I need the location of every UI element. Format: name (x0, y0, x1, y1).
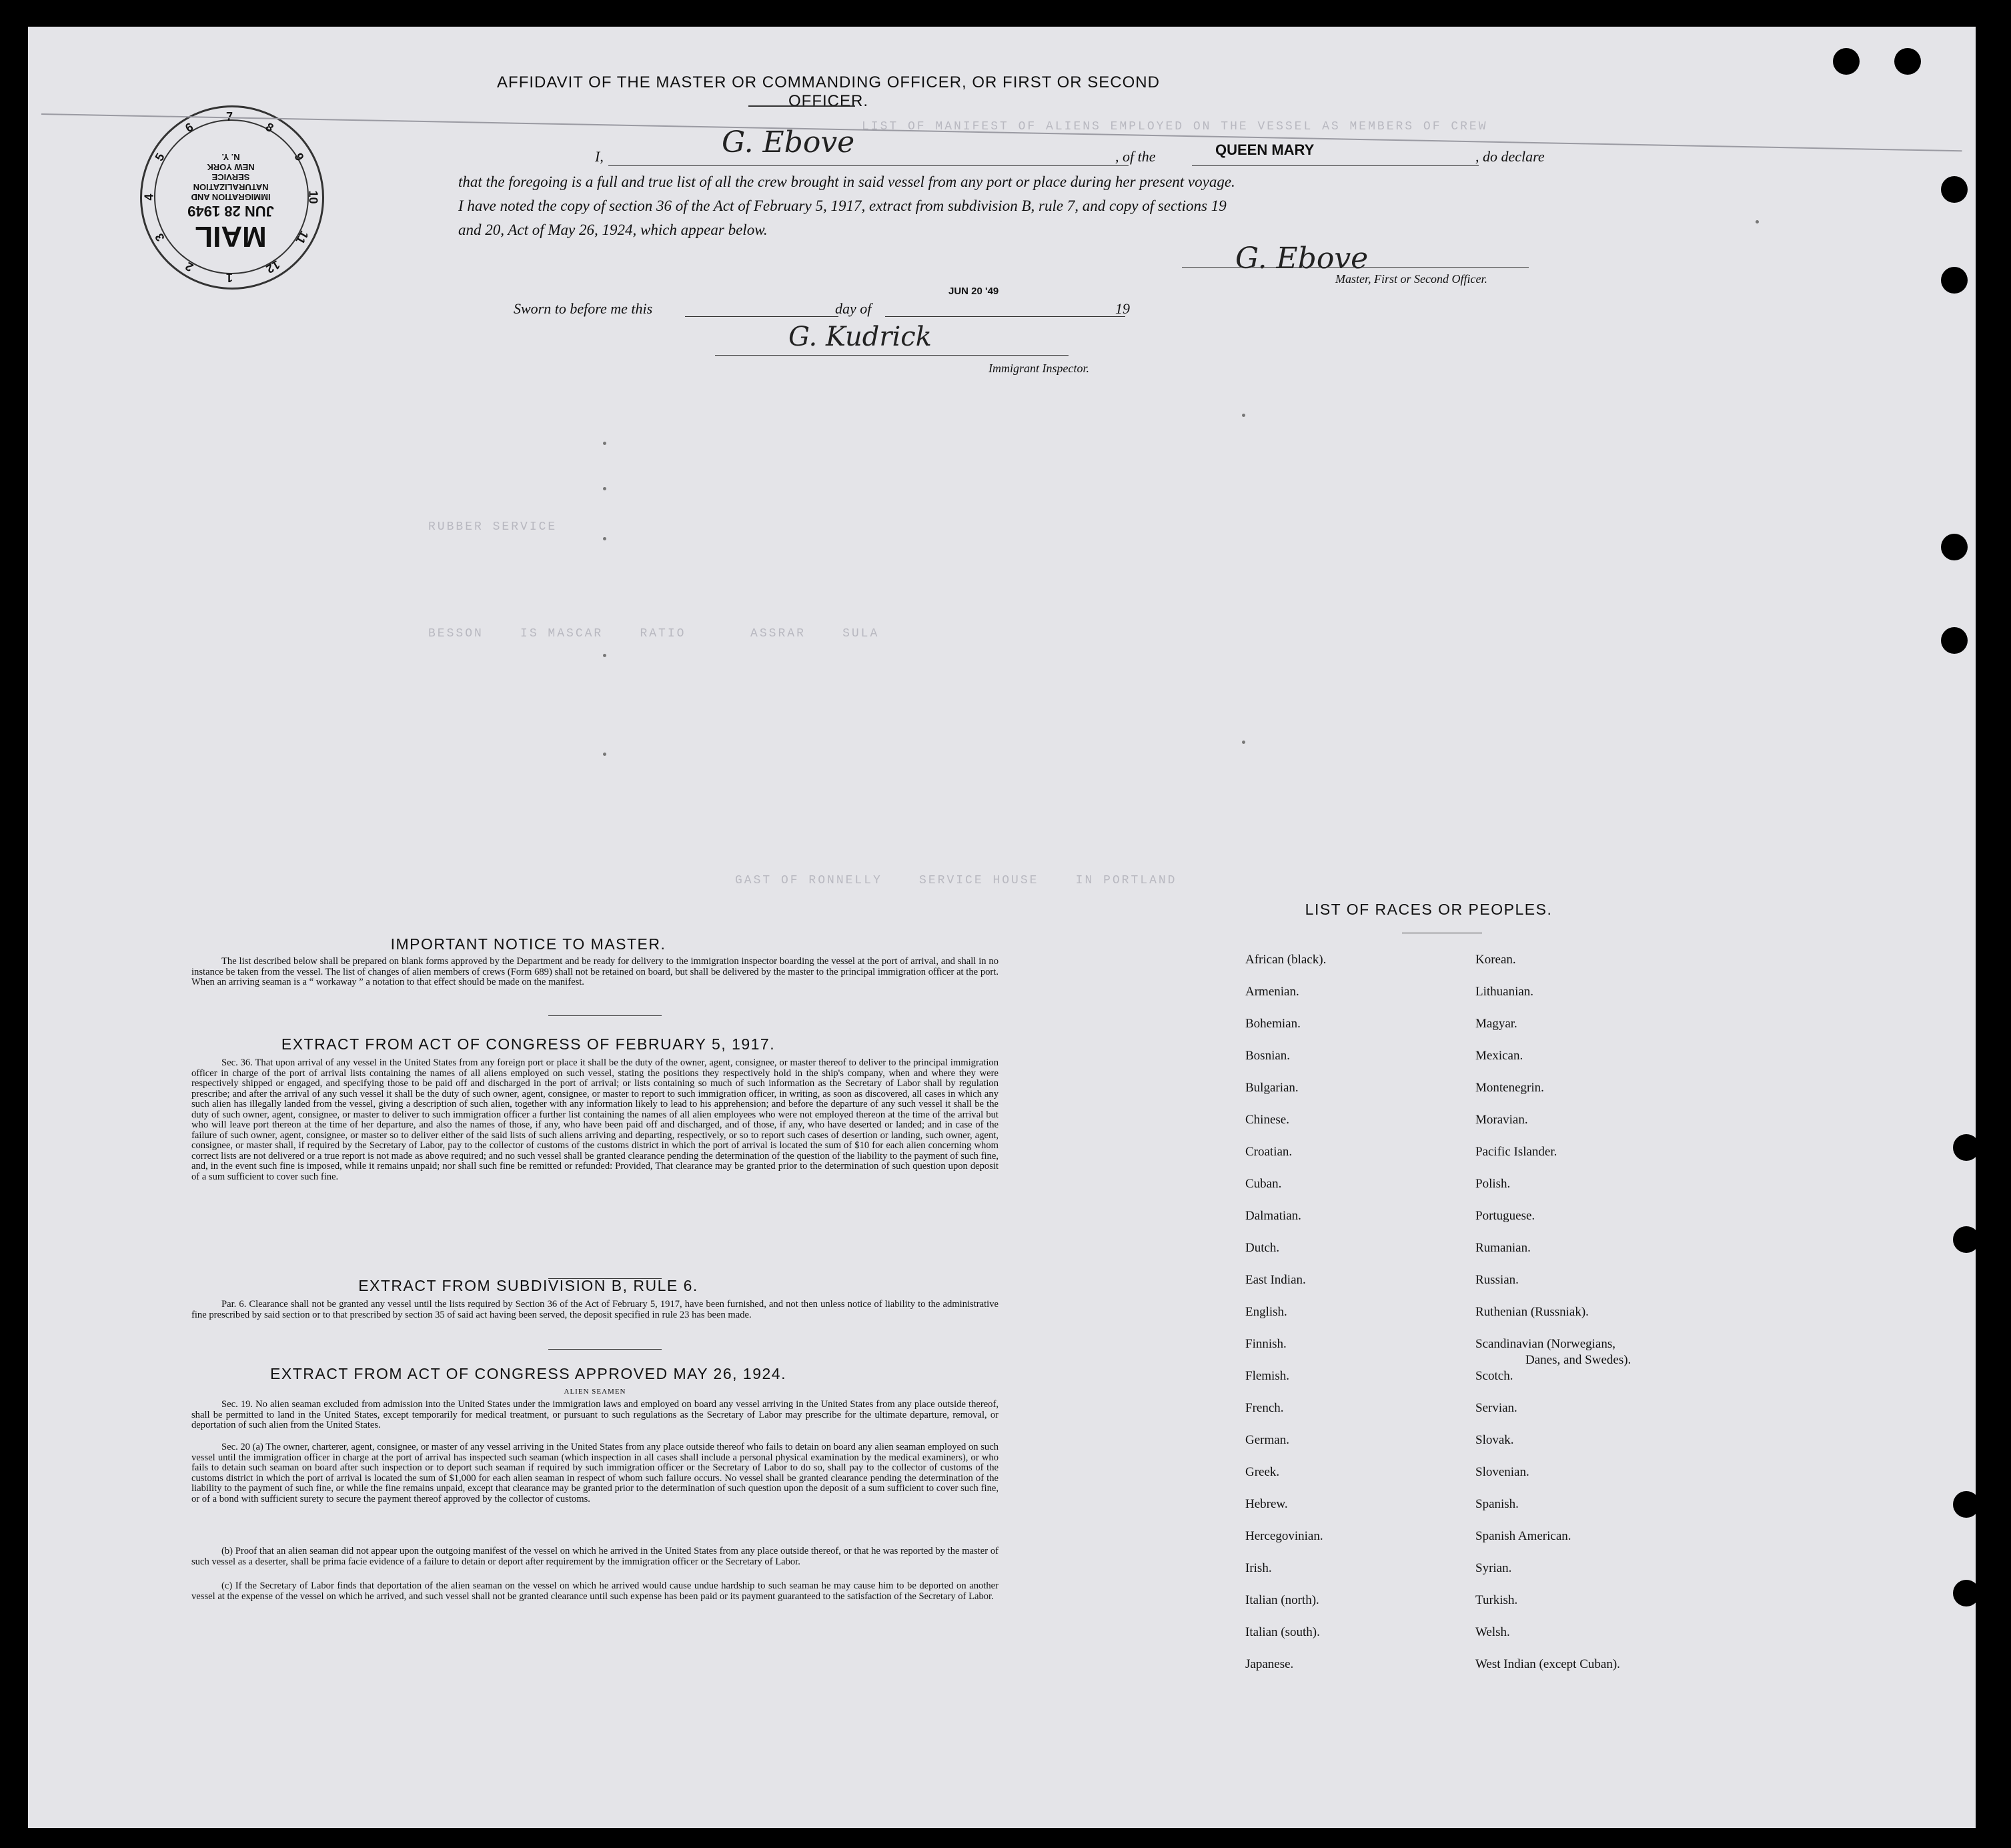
stamp-digit: 5 (152, 150, 167, 163)
race-item: Scandinavian (Norwegians, (1475, 1337, 1615, 1351)
punch-hole (1953, 1580, 1980, 1606)
extract-rule6-title: EXTRACT FROM SUBDIVISION B, RULE 6. (358, 1277, 698, 1294)
race-item: Finnish. (1245, 1337, 1287, 1351)
notice-text: The list described below shall be prepared on blank forms approved by the Department and be ready for delivery to the immigration inspector boarding the vessel at the port of arrival, and shall in no instance be taken from the vessel. The list of changes of alien members of crews (Form 689) shall not be retained on board, but shall be delivered by the master to the principal immigration officer at the port. When an arriving seaman is a “ workaway ” a notation to that effect should be made on the manifest. (191, 956, 998, 987)
race-item: Flemish. (1245, 1369, 1289, 1383)
extract-1924-sec20a: Sec. 20 (a) The owner, charterer, agent, consignee, or master of any vessel arriving in the United States from any place outside thereof who fails to detain on board any alien seaman employed on such vessel until the immigration officer in charge at the port of arrival has inspected such seaman (which inspection in all cases shall include a personal physical examination by the medical examiners), or who fails to detain such seaman on board after such inspection or to deport such seaman if required by such immigration officer or the Secretary of Labor to do so, shall pay to the collector of customs of the customs district in which the port of arrival is located the sum of $1,000 for each alien seaman in respect of whom such failure occurs. No vessel shall be granted clearance pending the determination of the liability to the payment of such fine, or while the fine remains unpaid, except that clearance may be granted prior to the determination of such question upon the deposit of a sum sufficient to cover such fine, or of a bond with sufficient surety to secure the payment thereof approved by the collector of customs. (191, 1442, 998, 1504)
race-item: German. (1245, 1433, 1289, 1447)
race-item: Bosnian. (1245, 1049, 1291, 1063)
date-stamp: JUN 20 '49 (948, 286, 999, 297)
affidavit-of-the: , of the (1115, 148, 1156, 165)
extract-1924-sec19: Sec. 19. No alien seaman excluded from admission into the United States under the immigration laws and employed on board any vessel arriving in the United States from any place outside thereof, shall be permitted to land in the United States, except temporarily for medical treatment, or pursuant to such regulations as the Secretary of Labor may prescribe for the ultimate departure, removal, or deportation of such alien from the United States. (191, 1399, 998, 1430)
race-item: African (black). (1245, 953, 1327, 967)
race-item: Greek. (1245, 1465, 1280, 1479)
punch-hole (1941, 267, 1968, 294)
race-item: Japanese. (1245, 1657, 1294, 1671)
race-item: Montenegrin. (1475, 1081, 1544, 1095)
day-of-label: day of (835, 300, 872, 317)
extract-1924-sec20c: (c) If the Secretary of Labor finds that deportation of the alien seaman on the vessel on which he arrived would cause undue hardship to such seaman he may cause him to be deported on another vessel at the expense of the vessel on which he arrived, and such vessel shall not be granted clearance until such expense has been paid or its payment guaranteed to the satisfaction of the Secretary of Labor. (191, 1580, 998, 1602)
stamp-line: NATURALIZATION (193, 182, 269, 192)
year-prefix: 19 (1115, 300, 1130, 317)
punch-hole (1833, 48, 1860, 75)
race-item: Pacific Islander. (1475, 1145, 1557, 1159)
race-item: Hercegovinian. (1245, 1529, 1323, 1543)
races-title: LIST OF RACES OR PEOPLES. (1305, 901, 1553, 918)
notice-title: IMPORTANT NOTICE TO MASTER. (390, 935, 666, 953)
race-item-continuation: Danes, and Swedes). (1525, 1353, 1631, 1367)
vessel-name: QUEEN MARY (1215, 141, 1315, 158)
race-item: Welsh. (1475, 1625, 1510, 1639)
race-item: Russian. (1475, 1273, 1519, 1287)
punch-hole (1894, 48, 1921, 75)
race-item: Irish. (1245, 1561, 1272, 1575)
race-item: Italian (south). (1245, 1625, 1320, 1639)
race-item: Italian (north). (1245, 1593, 1319, 1607)
extract-rule6-text: Par. 6. Clearance shall not be granted any vessel until the lists required by Section 36 of the Act of February 5, 1917, have been furnished, and not then unless notice of liability to the administrative fine prescribed by said section or to that prescribed by section 35 of said act having been served, the deposit specified in rule 23 has been made. (191, 1299, 998, 1320)
race-item: Croatian. (1245, 1145, 1293, 1159)
stamp-digit: 9 (291, 150, 307, 163)
race-item: Hebrew. (1245, 1497, 1288, 1511)
master-caption: Master, First or Second Officer. (1335, 272, 1487, 286)
stamp-digit: 10 (306, 190, 320, 204)
race-item: Rumanian. (1475, 1241, 1531, 1255)
race-item: Korean. (1475, 953, 1516, 967)
punch-hole (1953, 1134, 1980, 1161)
race-item: Chinese. (1245, 1113, 1289, 1127)
stamp-line: IMMIGRATION AND (191, 192, 271, 202)
sworn-text: Sworn to before me this (514, 300, 653, 317)
inspector-caption: Immigrant Inspector. (988, 362, 1089, 375)
extract-1924-subtitle: ALIEN SEAMEN (564, 1388, 626, 1396)
affidavit-title: AFFIDAVIT OF THE MASTER OR COMMANDING OFFICER, OR FIRST OR SECOND OFFICER. (497, 73, 1160, 110)
affidavit-body-line: I have noted the copy of section 36 of the Act of February 5, 1917, extract from subdivision B, rule 7, and copy of sections 19 (458, 197, 1227, 214)
race-item: Dutch. (1245, 1241, 1280, 1255)
race-item: Ruthenian (Russniak). (1475, 1305, 1589, 1319)
affidavit-body-line: and 20, Act of May 26, 1924, which appear below. (458, 221, 768, 238)
race-item: Dalmatian. (1245, 1209, 1301, 1223)
race-item: Syrian. (1475, 1561, 1512, 1575)
race-item: Moravian. (1475, 1113, 1528, 1127)
master-signature-2: G. Ebove (1235, 242, 1369, 276)
race-item: Slovak. (1475, 1433, 1514, 1447)
punch-hole (1941, 176, 1968, 203)
punch-hole (1941, 534, 1968, 560)
race-item: East Indian. (1245, 1273, 1306, 1287)
stamp-digit: 3 (152, 231, 167, 244)
immigration-stamp (140, 105, 324, 290)
stamp-digit: 2 (183, 259, 196, 275)
stamp-date: JUN 28 1949 (187, 203, 274, 219)
extract-1917-title: EXTRACT FROM ACT OF CONGRESS OF FEBRUARY 5, 1917. (281, 1035, 776, 1053)
stamp-digit: 8 (263, 119, 276, 135)
race-item: Slovenian. (1475, 1465, 1529, 1479)
race-item: Magyar. (1475, 1017, 1517, 1031)
race-item: Bulgarian. (1245, 1081, 1299, 1095)
affidavit-i-label: I, (595, 148, 604, 165)
affidavit-body-line: that the foregoing is a full and true list of all the crew brought in said vessel from any port or place during her present voyage. (458, 173, 1235, 190)
punch-hole (1953, 1491, 1980, 1518)
race-item: Spanish American. (1475, 1529, 1571, 1543)
race-item: Polish. (1475, 1177, 1511, 1191)
stamp-digit: 4 (142, 193, 156, 201)
punch-hole (1953, 1226, 1980, 1253)
stamp-digit: 7 (226, 110, 233, 123)
race-item: English. (1245, 1305, 1287, 1319)
extract-1924-title: EXTRACT FROM ACT OF CONGRESS APPROVED MAY 26, 1924. (270, 1365, 786, 1382)
race-item: Scotch. (1475, 1369, 1513, 1383)
stamp-digit: 11 (293, 228, 311, 246)
race-item: Armenian. (1245, 985, 1299, 999)
affidavit-do-declare: , do declare (1475, 148, 1545, 165)
race-item: Turkish. (1475, 1593, 1518, 1607)
master-signature: G. Ebove (722, 125, 855, 159)
race-item: French. (1245, 1401, 1284, 1415)
stamp-word: MAIL (195, 220, 267, 253)
race-item: Mexican. (1475, 1049, 1523, 1063)
race-item: Spanish. (1475, 1497, 1519, 1511)
manifest-page: LIST OF MANIFEST OF ALIENS EMPLOYED ON THE VESSEL AS MEMBERS OF CREW RUBBER SERVICE BESSON IS MASCAR RATIO ASSRAR SULA GAST OF RONNELLY SERVICE HOUSE IN PORTLAND MAIL JUN 28 1949 IMMIGRATION AND NATURALIZATION SERVICE NEW YORK N. Y. 1 2 3 4 5 6 7 8 9 10 11 12 AFFIDAVIT OF THE MASTER OR COMMANDING OFFICER, OR FIRST OR SECOND OFFICER. I, G. Ebove , of the QUEEN MARY , do declare that the foregoing is a full and true list of all the crew brought in said vessel from any port or place during her present voyage. I have noted the copy of section 36 of the Act of February 5, 1917, extract from subdivision B, rule 7, and copy of sections 19 and 20, Act of May 26, 1924, which appear below. G. Ebove Master, First or Second Officer. Sworn to before me this day of JUN 20 '49 19 G. Kudrick Immigrant Inspector. IMPORTANT NOTICE TO MASTER. The list described below shall be prepared on blank forms approved by the Department and be ready for delivery to the immigration inspector boarding the vessel at the port of arrival, and shall in no instance be taken from the vessel. The list of changes of alien members of crews (Form 689) shall not be retained on board, but shall be delivered by the master to the principal immigration officer at the port. When an arriving seaman is a “ workaway ” a notation to that effect should be made on the manifest. EXTRACT FROM ACT OF CONGRESS OF FEBRUARY 5, 1917. Sec. 36. That upon arrival of any vessel in the United States from any foreign port or place it shall be the duty of the owner, agent, consignee, or master thereof to deliver to the principal immigration officer in charge of the port of arrival lists containing the names of all aliens employed on such vessel, stating the positions they respectively hold in the ship's company, when and where they were respectively shipped or engaged, and specifying those to be paid off and discharged in the port of arrival; or lists containing so much of such information as the Secretary of Labor shall by regulation prescribe; and after the arrival of any such vessel it shall be the duty of such owner, agent, consignee, or master to report to such immigration officer, in writing, as soon as discovered, all cases in which any such alien has illegally landed from the vessel, giving a description of such alien, together with any information likely to lead to his apprehension; and before the departure of any such vessel it shall be the duty of such owner, agent, consignee, or master to deliver to such immigration officer a further list containing the names of all alien employees who were not employed thereon at the time of the arrival but who will leave port thereon at the time of her departure, and also the names of those, if any, who have been paid off and discharged, and of those, if any, who have deserted or landed; and in case of the failure of such owner, agent, consignee, or master so to deliver either of the said lists of such aliens arriving and departing, respectively, or so to report such cases of desertion or landing, such owner, agent, consignee, or master shall, if required by the Secretary of Labor, pay to the collector of customs of the customs district in which the port of arrival is located the sum of $10 for each alien concerning whom correct lists are not delivered or a true report is not made as above required; and no such vessel shall be granted clearance pending the determination of the question of the liability to the payment of such fine, and, in the event such fine is imposed, while it remains unpaid; nor shall such fine be remitted or refunded: Provided, That clearance may be granted prior to the determination of such question upon deposit of a sum sufficient to cover such fine. EXTRACT FROM SUBDIVISION B, RULE 6. Par. 6. Clearance shall not be granted any vessel until the lists required by Section 36 of the Act of February 5, 1917, have been furnished, and not then unless notice of liability to the administrative fine prescribed by said section or to that prescribed by section 35 of said act having been served, the deposit specified in rule 23 has been made. EXTRACT FROM ACT OF CONGRESS APPROVED MAY 26, 1924. ALIEN SEAMEN Sec. 19. No alien seaman excluded from admission into the United States under the immigration laws and employed on board any vessel arriving in the United States from any place outside thereof, shall be permitted to land in the United States, except temporarily for medical treatment, or pursuant to such regulations as the Secretary of Labor may prescribe for the ultimate departure, removal, or deportation of such alien from the United States. Sec. 20 (a) The owner, charterer, agent, consignee, or master of any vessel arriving in the United States from any place outside thereof who fails to detain on board any alien seaman employed on such vessel until the immigration officer in charge at the port of arrival has inspected such seaman (which inspection in all cases shall include a personal physical examination by the medical examiners), or who fails to detain such seaman on board after such inspection or to deport such seaman if required by such immigration officer or the Secretary of Labor to do so, shall pay to the collector of customs of the customs district in which the port of arrival is located the sum of $1,000 for each alien seaman in respect of whom such failure occurs. No vessel shall be granted clearance pending the determination of the liability to the payment of such fine, or while the fine remains unpaid, except that clearance may be granted prior to the determination of such question upon the deposit of a sum sufficient to cover such fine, or of a bond with sufficient surety to secure the payment thereof approved by the collector of customs. (b) Proof that an alien seaman did not appear upon the outgoing manifest of the vessel on which he arrived in the United States from any place outside thereof, or that he was reported by the master of such vessel as a deserter, shall be prima facie evidence of a failure to detain or deport after requirement by the immigration officer or the Secretary of Labor. (c) If the Secretary of Labor finds that deportation of the alien seaman on the vessel on which he arrived would cause undue hardship to such seaman he may cause him to be deported on another vessel at the expense of the vessel on which he arrived, and such vessel shall not be granted clearance until such expense has been paid or its payment guaranteed to the satisfaction of the Secretary of Labor. LIST OF RACES OR PEOPLES. African (black). Armenian. Bohemian. Bosnian. Bulgarian. Chinese. Croatian. Cuban. Dalmatian. Dutch. East Indian. English. Finnish. Flemish. French. German. Greek. Hebrew. Hercegovinian. Irish. Italian (north). Italian (south). Japanese. Korean. Lithuanian. Magyar. Mexican. Montenegrin. Moravian. Pacific Islander. Polish. Portuguese. Rumanian. Russian. Ruthenian (Russniak). Scandinavian (Norwegians, Scotch. Servian. Slovak. Slovenian. Spanish. Spanish American. Syrian. Turkish. Welsh. West Indian (except Cuban). Danes, and Swedes). (28, 27, 1976, 1828)
punch-hole (1941, 627, 1968, 654)
extract-1924-sec20b: (b) Proof that an alien seaman did not appear upon the outgoing manifest of the vessel on which he arrived in the United States from any place outside thereof, or that he was reported by the master of such vessel as a deserter, shall be prima facie evidence of a failure to detain or deport after requirement by the immigration officer or the Secretary of Labor. (191, 1546, 998, 1567)
race-item: Bohemian. (1245, 1017, 1301, 1031)
stamp-digit: 1 (226, 271, 233, 284)
race-item: Servian. (1475, 1401, 1517, 1415)
race-item: Cuban. (1245, 1177, 1282, 1191)
race-item: Portuguese. (1475, 1209, 1535, 1223)
stamp-line: SERVICE (211, 172, 250, 182)
race-item: Lithuanian. (1475, 985, 1534, 999)
extract-1917-text: Sec. 36. That upon arrival of any vessel in the United States from any foreign port or place it shall be the duty of the owner, agent, consignee, or master thereof to deliver to the principal immigration officer in charge of the port of arrival lists containing the names of all aliens employed on such vessel, stating the positions they respectively hold in the ship's company, when and where they were respectively shipped or engaged, and specifying those to be paid off and discharged in the port of arrival; or lists containing so much of such information as the Secretary of Labor shall by regulation prescribe; and after the arrival of any such vessel it shall be the duty of such owner, agent, consignee, or master to report to such immigration officer, in writing, as soon as discovered, all cases in which any such alien has illegally landed from the vessel, giving a description of such alien, together with any information likely to lead to his apprehension; and before the departure of any such vessel it shall be the duty of such owner, agent, consignee, or master to deliver to such immigration officer a further list containing the names of all alien employees who were not employed thereon at the time of the arrival but who will leave port thereon at the time of her departure, and also the names of those, if any, who have been paid off and discharged, and of those, if any, who have deserted or landed; and in case of the failure of such owner, agent, consignee, or master so to deliver either of the said lists of such aliens arriving and departing, respectively, or so to report such cases of desertion or landing, such owner, agent, consignee, or master shall, if required by the Secretary of Labor, pay to the collector of customs of the customs district in which the port of arrival is located the sum of $10 for each alien concerning whom correct lists are not delivered or a true report is not made as above required; and no such vessel shall be granted clearance pending the determination of the question of the liability to the payment of such fine, and, in the event such fine is imposed, while it remains unpaid; nor shall such fine be remitted or refunded: Provided, That clearance may be granted prior to the determination of such question upon deposit of a sum sufficient to cover such fine. (191, 1057, 998, 1182)
stamp-line: N. Y. (221, 152, 240, 162)
stamp-line: NEW YORK (207, 162, 255, 172)
race-item: West Indian (except Cuban). (1475, 1657, 1620, 1671)
stamp-digit: 6 (183, 119, 196, 135)
stamp-digit: 12 (263, 258, 282, 276)
inspector-signature: G. Kudrick (788, 322, 932, 352)
